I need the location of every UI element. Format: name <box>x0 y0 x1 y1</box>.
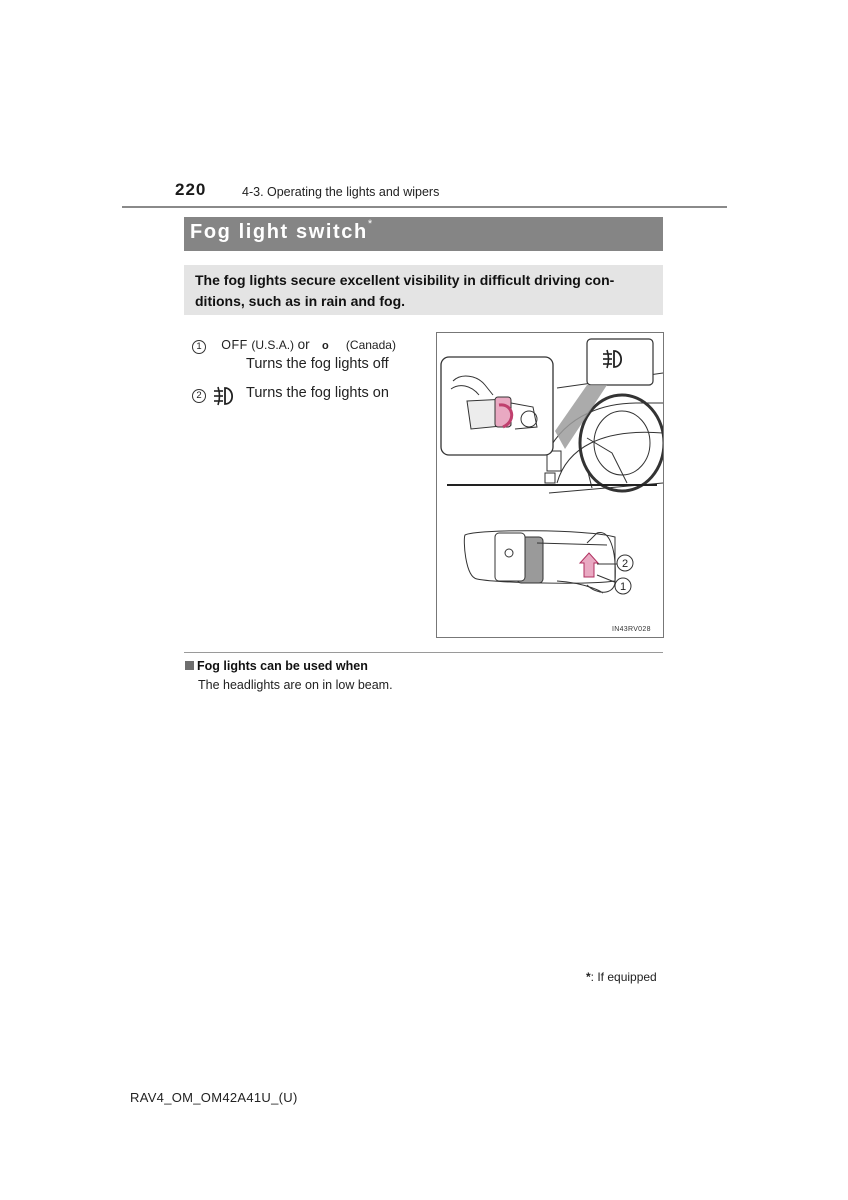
callout-1: 1 <box>619 581 627 593</box>
front-fog-light-icon <box>212 385 238 410</box>
footer-doc-id: RAV4_OM_OM42A41U_(U) <box>130 1090 298 1105</box>
footnote-mark: * <box>586 970 591 984</box>
section-title: Fog light switch <box>190 221 368 243</box>
intro-line-1: The fog lights secure excellent visibility in difficult driving con- <box>195 272 615 288</box>
hand-inset <box>441 357 553 455</box>
region-canada: (Canada) <box>345 338 396 352</box>
region-usa: (U.S.A.) <box>251 338 295 352</box>
figure-code: IN43RV028 <box>612 626 651 633</box>
callout-2: 2 <box>621 558 629 570</box>
off-symbol: OFF <box>221 338 248 352</box>
chapter-title: 4-3. Operating the lights and wipers <box>242 185 440 199</box>
section-asterisk: * <box>367 218 373 231</box>
page-number: 220 <box>175 180 207 199</box>
header-divider <box>122 206 727 208</box>
section-title-bar <box>184 217 663 251</box>
item-2-description: Turns the fog lights on <box>246 385 389 401</box>
canada-off-symbol: o <box>321 340 329 352</box>
footnote <box>586 970 657 984</box>
footnote-text: : If equipped <box>590 970 657 984</box>
note-bullet <box>185 661 194 670</box>
connector-or: or <box>297 337 310 352</box>
item-2-row <box>192 386 206 403</box>
fog-switch-illustration <box>436 332 664 638</box>
item-1-description: Turns the fog lights off <box>246 356 389 372</box>
item-1-row <box>192 337 396 354</box>
intro-box <box>184 265 663 315</box>
item-2-number: 2 <box>192 389 206 403</box>
intro-line-2: ditions, such as in rain and fog. <box>195 293 406 309</box>
note-divider <box>184 652 663 653</box>
note-heading-text: Fog lights can be used when <box>197 659 368 673</box>
item-1-number: 1 <box>192 340 206 354</box>
note-heading <box>185 659 368 673</box>
note-body: The headlights are on in low beam. <box>198 678 393 692</box>
lever-closeup <box>464 531 633 594</box>
fog-indicator-callout <box>587 339 653 385</box>
